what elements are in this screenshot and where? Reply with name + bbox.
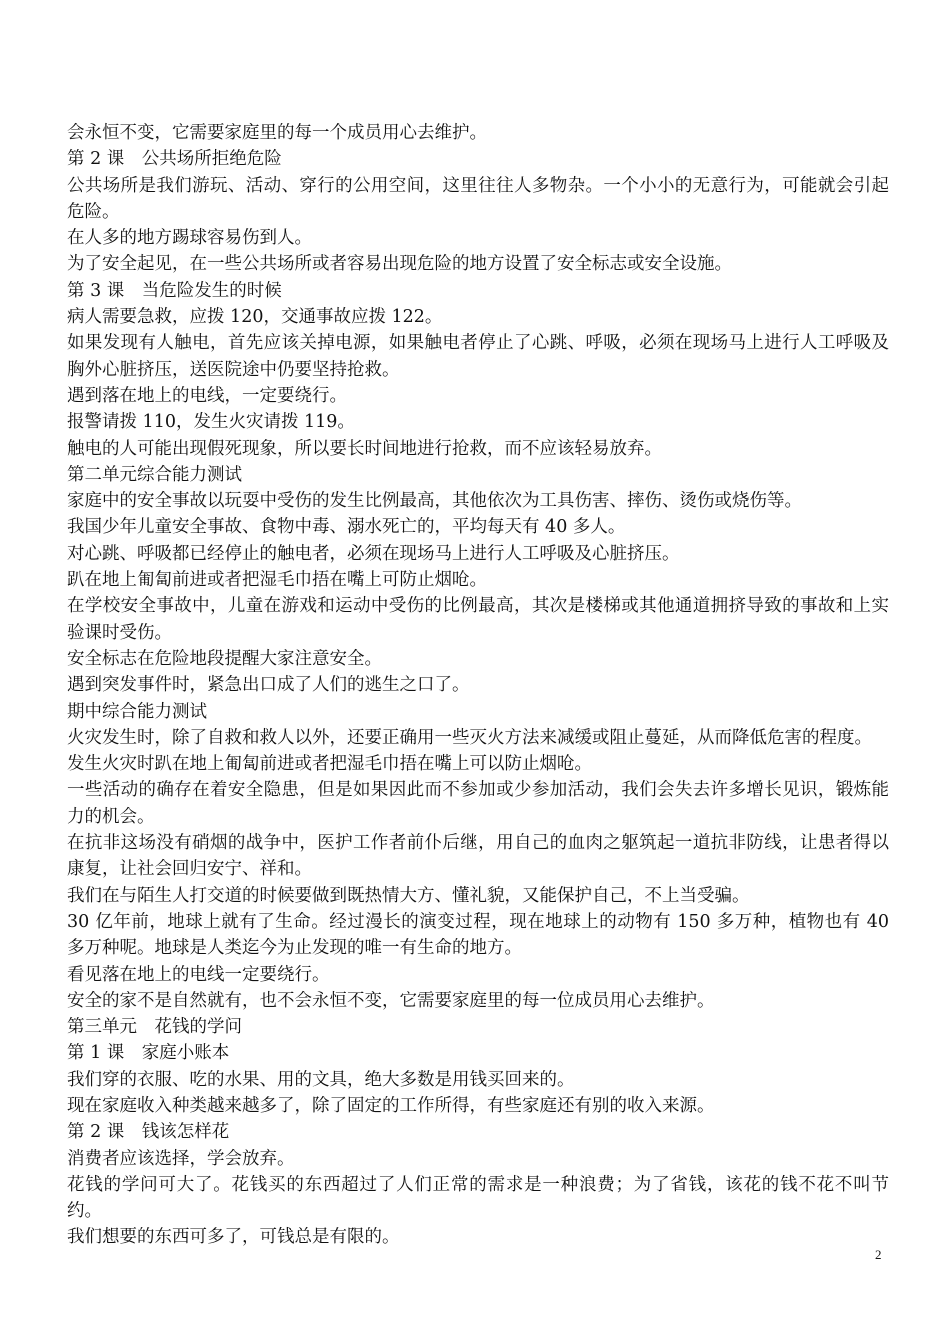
paragraph: 家庭中的安全事故以玩耍中受伤的发生比例最高，其他依次为工具伤害、摔伤、烫伤或烧伤等。 <box>67 491 802 512</box>
paragraph: 花钱的学问可大了。花钱买的东西超过了人们正常的需求是一种浪费；为了省钱，该花的钱不花不叫节约。 <box>67 1174 889 1222</box>
paragraph: 安全标志在危险地段提醒大家注意安全。 <box>67 648 382 669</box>
paragraph: 触电的人可能出现假死现象，所以要长时间地进行抢救，而不应该轻易放弃。 <box>67 438 662 459</box>
section-heading: 第二单元综合能力测试 <box>67 464 242 485</box>
page-number: 2 <box>875 1247 882 1262</box>
paragraph: 对心跳、呼吸都已经停止的触电者，必须在现场马上进行人工呼吸及心脏挤压。 <box>67 543 680 564</box>
paragraph: 一些活动的确存在着安全隐患，但是如果因此而不参加或少参加活动，我们会失去许多增长见识，锻炼能力的机会。 <box>67 780 889 827</box>
paragraph: 在人多的地方踢球容易伤到人。 <box>67 228 312 249</box>
paragraph: 我们穿的衣服、吃的水果、用的文具，绝大多数是用钱买回来的。 <box>67 1069 575 1090</box>
lesson-heading: 第 2 课 公共场所拒绝危险 <box>67 149 282 170</box>
paragraph: 我国少年儿童安全事故、食物中毒、溺水死亡的，平均每天有 40 多人。 <box>67 517 626 538</box>
lesson-heading: 第 1 课 家庭小账本 <box>67 1043 230 1064</box>
paragraph: 火灾发生时，除了自救和救人以外，还要正确用一些灭火方法来减缓或阻止蔓延，从而降低危害的程度。 <box>67 727 872 748</box>
paragraph: 遇到落在地上的电线，一定要绕行。 <box>67 385 347 406</box>
paragraph: 在抗非这场没有硝烟的战争中，医护工作者前仆后继，用自己的血肉之躯筑起一道抗非防线，让患者得以康复，让社会回归安宁、祥和。 <box>67 833 889 880</box>
paragraph: 30 亿年前，地球上就有了生命。经过漫长的演变过程，现在地球上的动物有 150 多万种，植物也有 40 多万种呢。地球是人类迄今为止发现的唯一有生命的地方。 <box>67 911 889 959</box>
paragraph: 公共场所是我们游玩、活动、穿行的公用空间，这里往往人多物杂。一个小小的无意行为，可能就会引起危险。 <box>67 175 889 222</box>
lesson-heading: 第 2 课 钱该怎样花 <box>67 1122 230 1143</box>
paragraph: 会永恒不变，它需要家庭里的每一个成员用心去维护。 <box>67 123 487 143</box>
paragraph: 发生火灾时趴在地上匍匐前进或者把湿毛巾捂在嘴上可以防止烟呛。 <box>67 754 592 775</box>
section-heading: 期中综合能力测试 <box>67 701 207 722</box>
document-body <box>67 120 889 1251</box>
paragraph: 趴在地上匍匐前进或者把湿毛巾捂在嘴上可防止烟呛。 <box>67 570 487 591</box>
lesson-heading: 第 3 课 当危险发生的时候 <box>67 280 282 301</box>
paragraph: 如果发现有人触电，首先应该关掉电源，如果触电者停止了心跳、呼吸，必须在现场马上进行人工呼吸及胸外心脏挤压，送医院途中仍要坚持抢救。 <box>67 333 889 380</box>
paragraph: 我们在与陌生人打交道的时候要做到既热情大方、懂礼貌，又能保护自己，不上当受骗。 <box>67 885 750 906</box>
paragraph: 报警请拨 110，发生火灾请拨 119。 <box>67 412 355 433</box>
paragraph: 我们想要的东西可多了，可钱总是有限的。 <box>67 1227 400 1248</box>
paragraph: 遇到突发事件时，紧急出口成了人们的逃生之口了。 <box>67 675 470 696</box>
paragraph: 为了安全起见，在一些公共场所或者容易出现危险的地方设置了安全标志或安全设施。 <box>67 254 732 275</box>
paragraph: 病人需要急救，应拨 120，交通事故应拨 122。 <box>67 307 443 328</box>
paragraph: 现在家庭收入种类越来越多了，除了固定的工作所得，有些家庭还有别的收入来源。 <box>67 1095 715 1116</box>
paragraph: 看见落在地上的电线一定要绕行。 <box>67 964 330 985</box>
unit-heading: 第三单元 花钱的学问 <box>67 1017 242 1038</box>
paragraph: 消费者应该选择，学会放弃。 <box>67 1148 295 1169</box>
paragraph: 在学校安全事故中，儿童在游戏和运动中受伤的比例最高，其次是楼梯或其他通道拥挤导致的事故和上实验课时受伤。 <box>67 596 889 643</box>
paragraph: 安全的家不是自然就有，也不会永恒不变，它需要家庭里的每一位成员用心去维护。 <box>67 990 715 1011</box>
